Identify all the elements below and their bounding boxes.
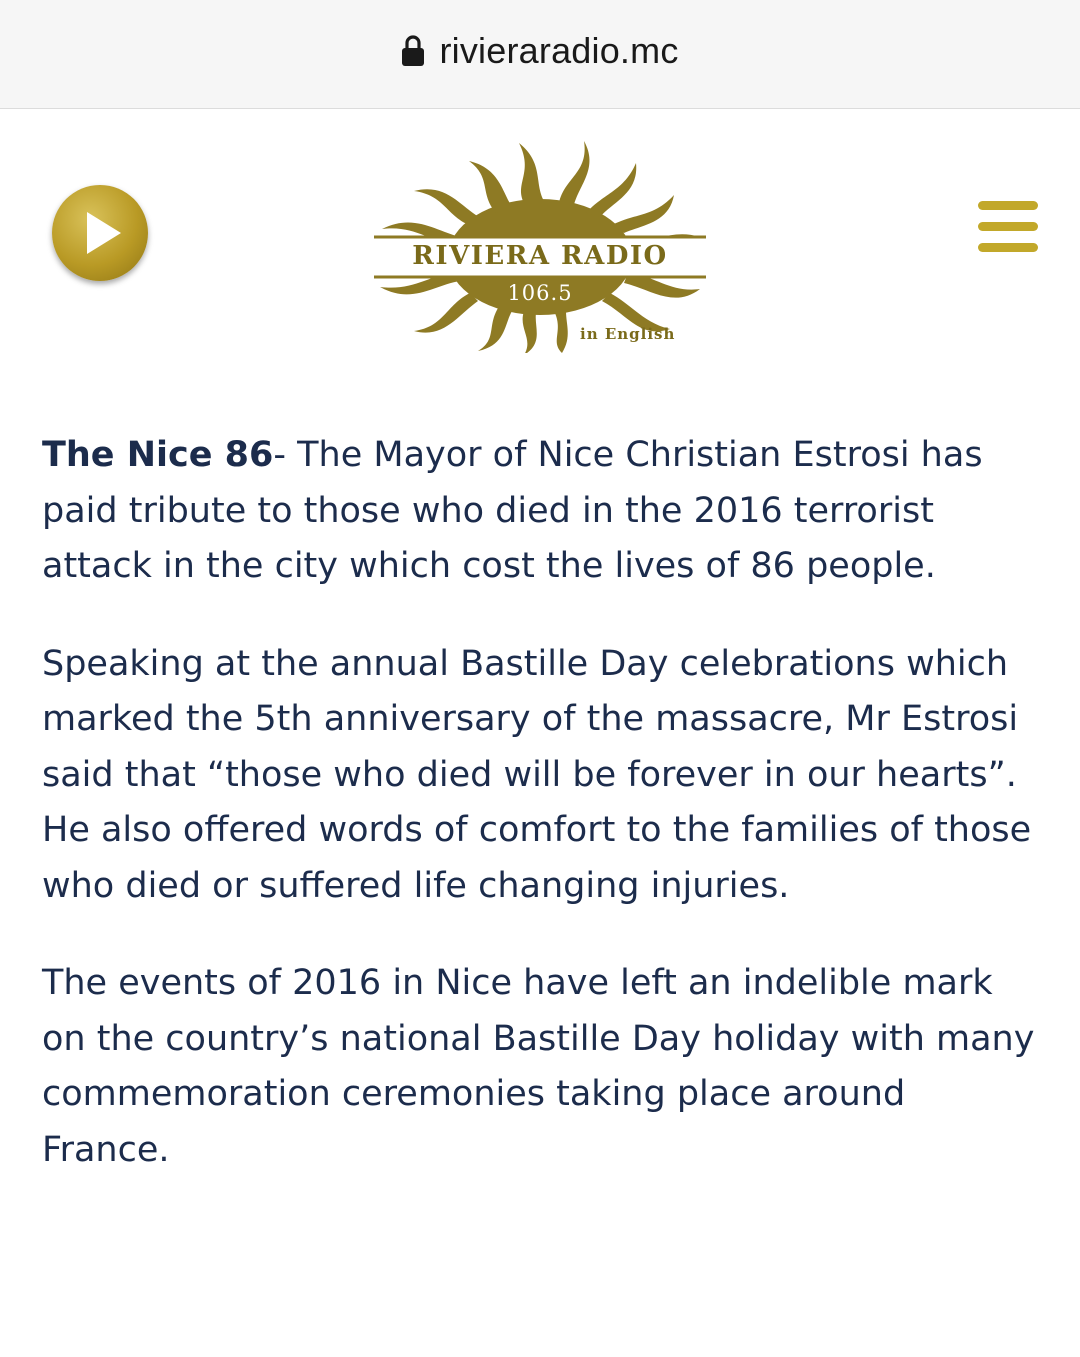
article-paragraph-2: Speaking at the annual Bastille Day celebrations which marked the 5th anniversary of the massacre, Mr Estrosi said that “those who died will be forever in our hearts”. He also offered words of comfort to the families of those who died or suffered life changing injuries. bbox=[42, 643, 1032, 906]
address-bar-content[interactable] bbox=[401, 30, 678, 72]
article-lead-text: - The Mayor of Nice Christian Estrosi has paid tribute to those who died in the 2016 terrorist attack in the city which cost the lives of 86 people. bbox=[42, 435, 983, 586]
article-paragraph-1 bbox=[42, 428, 1042, 595]
site-header bbox=[0, 109, 1080, 379]
logo-title: RIVIERA RADIO bbox=[412, 241, 668, 271]
menu-bar-top bbox=[978, 201, 1038, 210]
play-button[interactable] bbox=[52, 185, 148, 281]
menu-bar-middle bbox=[978, 222, 1038, 231]
article-body bbox=[42, 428, 1042, 1220]
menu-bar-bottom bbox=[978, 243, 1038, 252]
browser-address-bar[interactable] bbox=[0, 0, 1080, 109]
hamburger-menu-icon[interactable] bbox=[978, 201, 1038, 253]
riviera-radio-logo[interactable] bbox=[374, 133, 706, 353]
play-icon bbox=[87, 212, 121, 254]
lock-icon bbox=[401, 35, 425, 67]
article-lead-bold: The Nice 86 bbox=[42, 435, 274, 475]
logo-tagline: in English bbox=[580, 325, 676, 343]
article-paragraph-3: The events of 2016 in Nice have left an indelible mark on the country’s national Bastille Day holiday with many commemoration ceremonies taking place around France. bbox=[42, 963, 1035, 1170]
logo-frequency: 106.5 bbox=[507, 281, 573, 305]
url-text[interactable]: rivieraradio.mc bbox=[439, 30, 679, 71]
